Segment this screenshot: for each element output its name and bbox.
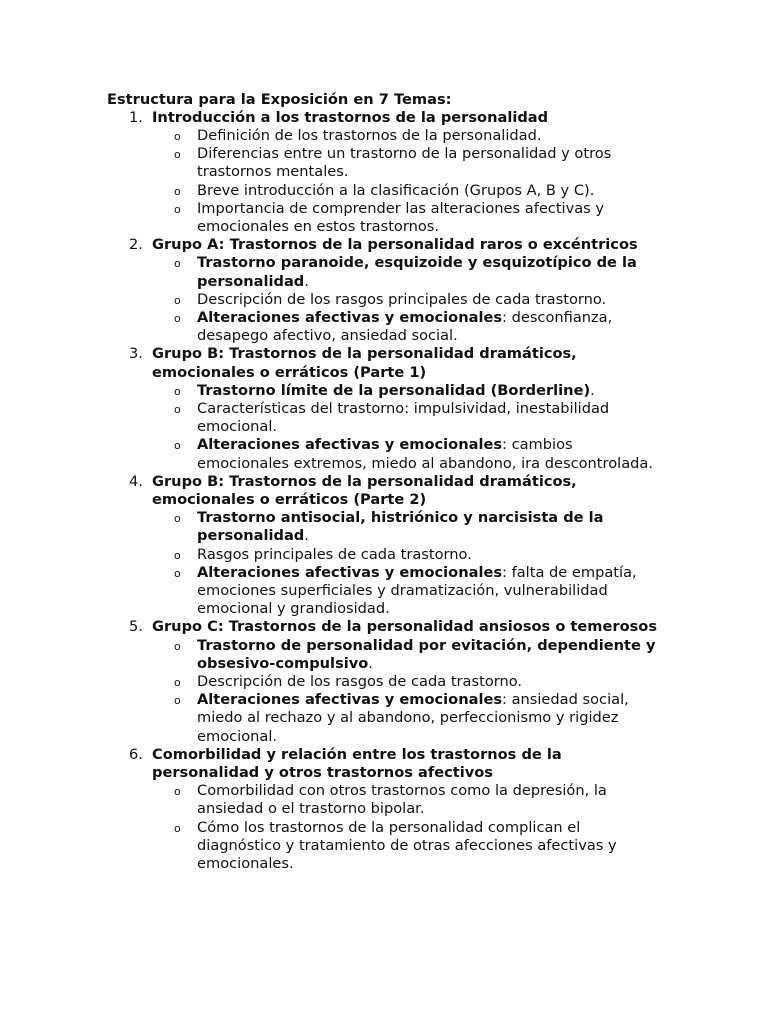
topic-number: 4. — [129, 472, 143, 490]
topic-item — [107, 236, 667, 345]
subtopic-item — [152, 673, 667, 691]
subtopic-item — [152, 546, 667, 564]
topic-item — [107, 746, 667, 873]
subtopic-text: : desconfianza, desapego afectivo, ansiedad social. — [197, 308, 613, 345]
subtopic-text: : cambios emocionales extremos, miedo al abandono, ira descontrolada. — [197, 436, 653, 472]
subtopic-bold-text: Trastorno límite de la personalidad (Borderline) — [197, 381, 591, 399]
document-title: Estructura para la Exposición en 7 Temas: — [107, 90, 452, 108]
subtopic-list — [152, 782, 667, 873]
subtopic-item — [152, 145, 667, 181]
subtopic-item — [152, 819, 667, 874]
subtopic-item — [152, 254, 667, 290]
bullet-icon: o — [174, 202, 181, 216]
subtopic-text: Descripción de los rasgos de cada trastorno. — [197, 673, 523, 690]
subtopic-text: . — [304, 272, 309, 290]
topic-item — [107, 109, 667, 236]
subtopic-bold-text: Alteraciones afectivas y emocionales — [197, 691, 503, 709]
topic-item — [107, 345, 667, 472]
subtopic-item — [152, 382, 667, 400]
subtopic-text: Cómo los trastornos de la personalidad complican el diagnóstico y tratamiento de otras afecciones afectivas y emocionales. — [197, 818, 617, 873]
subtopic-item — [152, 564, 667, 619]
subtopic-item — [152, 400, 667, 436]
bullet-icon: o — [174, 293, 181, 307]
subtopic-bold-text: Trastorno paranoide, esquizoide y esquizotípico de la personalidad — [197, 254, 637, 290]
topic-title: Grupo B: Trastornos de la personalidad dramáticos, emocionales o erráticos (Parte 2) — [152, 472, 577, 508]
subtopic-text: . — [368, 654, 373, 672]
bullet-icon: o — [174, 129, 181, 143]
bullet-icon: o — [174, 548, 181, 562]
topic-title: Comorbilidad y relación entre los trastornos de la personalidad y otros trastornos afectivos — [152, 745, 562, 782]
bullet-icon: o — [174, 184, 181, 198]
subtopic-bold-text: Trastorno de personalidad por evitación, dependiente y obsesivo-compulsivo — [197, 636, 656, 672]
subtopic-text: Descripción de los rasgos principales de cada trastorno. — [197, 290, 607, 308]
topic-title: Grupo A: Trastornos de la personalidad raros o excéntricos — [152, 236, 638, 254]
topic-number: 1. — [129, 108, 143, 126]
subtopic-item — [152, 637, 667, 673]
subtopic-bold-text: Trastorno antisocial, histriónico y narcisista de la personalidad — [197, 509, 604, 545]
bullet-icon: o — [174, 311, 181, 325]
subtopic-text: Comorbilidad con otros trastornos como la depresión, la ansiedad o el trastorno bipolar. — [197, 782, 607, 818]
subtopic-text: Rasgos principales de cada trastorno. — [197, 545, 472, 563]
subtopic-item — [152, 691, 667, 746]
bullet-icon: o — [174, 384, 181, 398]
subtopic-text: Breve introducción a la clasificación (Grupos A, B y C). — [197, 181, 595, 199]
topic-title: Grupo B: Trastornos de la personalidad dramáticos, emocionales o erráticos (Parte 1) — [152, 345, 577, 381]
subtopic-item — [152, 200, 667, 236]
topic-title: Grupo C: Trastornos de la personalidad ansiosos o temerosos — [152, 618, 658, 636]
subtopic-bold-text: Alteraciones afectivas y emocionales — [197, 563, 503, 581]
topic-number: 5. — [129, 618, 143, 636]
subtopic-list — [152, 509, 667, 618]
subtopic-item — [152, 309, 667, 345]
bullet-icon: o — [174, 439, 181, 453]
topic-list — [107, 109, 667, 874]
bullet-icon: o — [174, 566, 181, 580]
bullet-icon: o — [174, 639, 181, 653]
subtopic-item — [152, 509, 667, 545]
topic-item — [107, 618, 667, 745]
bullet-icon: o — [174, 148, 181, 162]
subtopic-bold-text: Alteraciones afectivas y emocionales — [197, 436, 503, 454]
subtopic-list — [152, 382, 667, 473]
subtopic-list — [152, 254, 667, 345]
subtopic-item — [152, 291, 667, 309]
bullet-icon: o — [174, 785, 181, 799]
subtopic-list — [152, 127, 667, 236]
subtopic-text: : falta de empatía, emociones superficiales y dramatización, vulnerabilidad emocional y grandiosidad. — [197, 563, 637, 618]
subtopic-item — [152, 182, 667, 200]
bullet-icon: o — [174, 402, 181, 416]
topic-number: 3. — [129, 345, 143, 363]
subtopic-text: . — [590, 381, 595, 399]
bullet-icon: o — [174, 257, 181, 271]
topic-title: Introducción a los trastornos de la personalidad — [152, 108, 549, 126]
bullet-icon: o — [174, 694, 181, 708]
bullet-icon: o — [174, 821, 181, 835]
subtopic-item — [152, 782, 667, 818]
subtopic-item — [152, 436, 667, 472]
subtopic-list — [152, 637, 667, 746]
document-page — [107, 91, 667, 874]
topic-number: 6. — [129, 745, 143, 763]
topic-item — [107, 473, 667, 619]
subtopic-text: Diferencias entre un trastorno de la personalidad y otros trastornos mentales. — [197, 145, 612, 181]
subtopic-text: . — [304, 527, 309, 545]
bullet-icon: o — [174, 676, 181, 689]
bullet-icon: o — [174, 512, 181, 526]
subtopic-text: Características del trastorno: impulsividad, inestabilidad emocional. — [197, 399, 610, 436]
subtopic-text: Importancia de comprender las alteraciones afectivas y emocionales en estos trastornos. — [197, 199, 605, 235]
subtopic-item — [152, 127, 667, 145]
subtopic-text: Definición de los trastornos de la personalidad. — [197, 126, 542, 144]
topic-number: 2. — [129, 236, 143, 254]
subtopic-text: : ansiedad social, miedo al rechazo y al abandono, perfeccionismo y rigidez emocional. — [197, 691, 629, 745]
subtopic-bold-text: Alteraciones afectivas y emocionales — [197, 308, 503, 326]
